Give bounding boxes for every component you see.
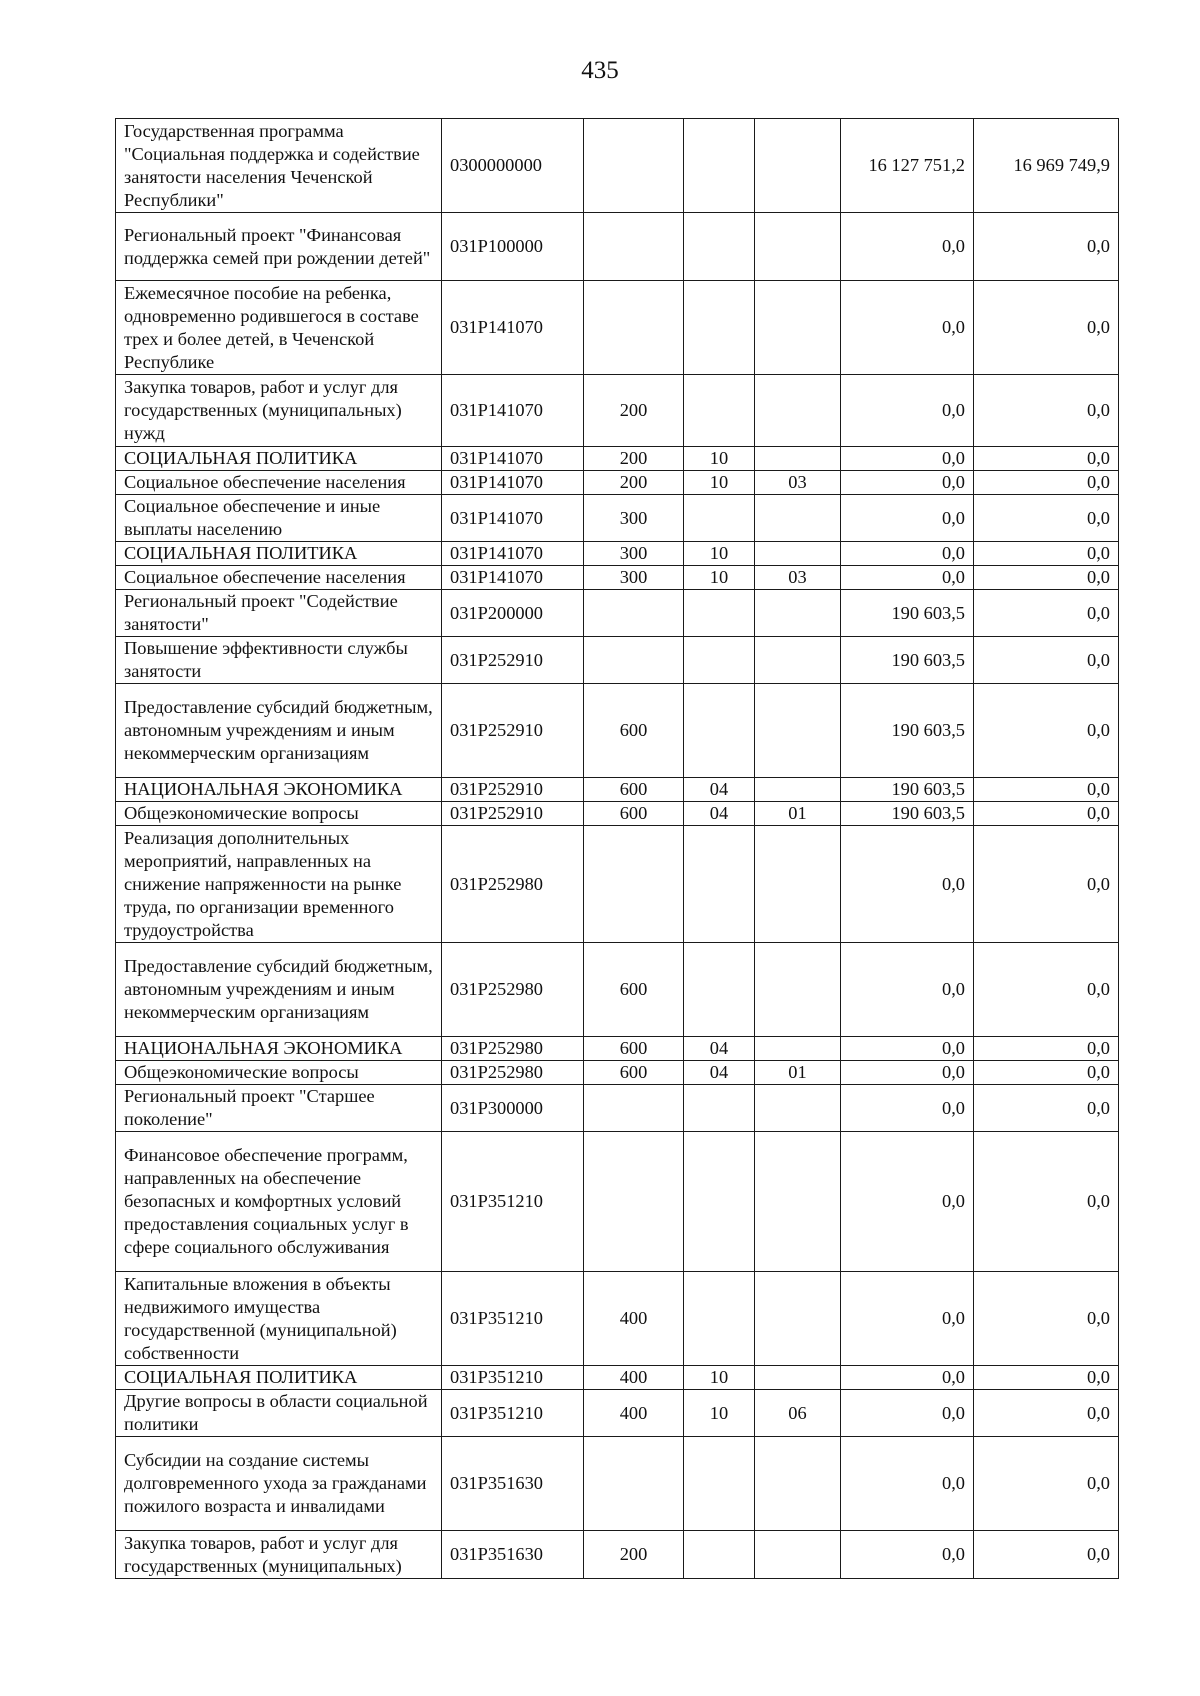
- cell-target-code: 031P252910: [442, 778, 584, 802]
- cell-section: [684, 119, 755, 213]
- cell-name: Финансовое обеспечение программ, направленных на обеспечение безопасных и комфортных условий предоставления социальных услуг в сфере социального обслуживания: [116, 1132, 442, 1272]
- cell-section: 10: [684, 1390, 755, 1437]
- cell-amount-year-2: 0,0: [974, 213, 1119, 281]
- cell-section: 04: [684, 802, 755, 826]
- cell-section: 04: [684, 778, 755, 802]
- cell-section: [684, 1132, 755, 1272]
- cell-amount-year-2: 0,0: [974, 1061, 1119, 1085]
- page-number: 435: [581, 57, 619, 84]
- table-row: [116, 471, 1119, 495]
- cell-section: 04: [684, 1037, 755, 1061]
- cell-subsection: 03: [755, 471, 841, 495]
- cell-amount-year-1: 0,0: [841, 566, 974, 590]
- cell-amount-year-2: 0,0: [974, 1132, 1119, 1272]
- cell-amount-year-2: 0,0: [974, 375, 1119, 447]
- table-row: [116, 684, 1119, 778]
- cell-amount-year-2: 0,0: [974, 1085, 1119, 1132]
- cell-subsection: [755, 684, 841, 778]
- cell-name: Региональный проект "Старшее поколение": [116, 1085, 442, 1132]
- cell-target-code: 031P252910: [442, 684, 584, 778]
- cell-amount-year-2: 0,0: [974, 1437, 1119, 1531]
- cell-target-code: 031P200000: [442, 590, 584, 637]
- cell-subsection: [755, 943, 841, 1037]
- cell-subsection: [755, 1085, 841, 1132]
- cell-amount-year-2: 0,0: [974, 778, 1119, 802]
- cell-section: [684, 1531, 755, 1579]
- cell-subsection: [755, 281, 841, 375]
- cell-amount-year-2: 0,0: [974, 566, 1119, 590]
- cell-name: Реализация дополнительных мероприятий, направленных на снижение напряженности на рынке труда, по организации временного трудоустройства: [116, 826, 442, 943]
- cell-subsection: [755, 590, 841, 637]
- cell-amount-year-1: 0,0: [841, 542, 974, 566]
- cell-amount-year-2: 0,0: [974, 542, 1119, 566]
- cell-amount-year-2: 0,0: [974, 1037, 1119, 1061]
- cell-expense-type: [584, 1437, 684, 1531]
- cell-target-code: 031P351630: [442, 1531, 584, 1579]
- cell-amount-year-1: 0,0: [841, 826, 974, 943]
- cell-section: [684, 495, 755, 542]
- cell-section: [684, 213, 755, 281]
- cell-section: 10: [684, 447, 755, 471]
- table-row: [116, 495, 1119, 542]
- table-row: [116, 1531, 1119, 1579]
- cell-section: [684, 281, 755, 375]
- table-row: [116, 1132, 1119, 1272]
- cell-expense-type: 400: [584, 1272, 684, 1366]
- cell-amount-year-2: 0,0: [974, 281, 1119, 375]
- cell-amount-year-1: 0,0: [841, 1085, 974, 1132]
- cell-subsection: 01: [755, 802, 841, 826]
- table-row: [116, 1390, 1119, 1437]
- cell-amount-year-1: 0,0: [841, 1272, 974, 1366]
- cell-amount-year-1: 190 603,5: [841, 802, 974, 826]
- table-row: [116, 119, 1119, 213]
- cell-amount-year-2: 0,0: [974, 1272, 1119, 1366]
- cell-subsection: [755, 1366, 841, 1390]
- table-row: [116, 281, 1119, 375]
- cell-target-code: 031P252910: [442, 802, 584, 826]
- cell-expense-type: [584, 637, 684, 684]
- table-row: [116, 1366, 1119, 1390]
- cell-subsection: [755, 495, 841, 542]
- cell-subsection: 01: [755, 1061, 841, 1085]
- cell-amount-year-2: 0,0: [974, 495, 1119, 542]
- table-row: [116, 826, 1119, 943]
- cell-target-code: 031P141070: [442, 281, 584, 375]
- cell-amount-year-2: 0,0: [974, 447, 1119, 471]
- cell-amount-year-1: 0,0: [841, 1061, 974, 1085]
- cell-subsection: 06: [755, 1390, 841, 1437]
- cell-name: Предоставление субсидий бюджетным, автономным учреждениям и иным некоммерческим организациям: [116, 684, 442, 778]
- cell-name: Социальное обеспечение населения: [116, 471, 442, 495]
- cell-section: [684, 1085, 755, 1132]
- cell-expense-type: 600: [584, 802, 684, 826]
- cell-amount-year-2: 0,0: [974, 802, 1119, 826]
- cell-section: 10: [684, 542, 755, 566]
- table-body: [116, 119, 1119, 1579]
- cell-name: НАЦИОНАЛЬНАЯ ЭКОНОМИКА: [116, 1037, 442, 1061]
- cell-amount-year-1: 0,0: [841, 1037, 974, 1061]
- cell-amount-year-1: 0,0: [841, 281, 974, 375]
- cell-section: [684, 684, 755, 778]
- table-row: [116, 447, 1119, 471]
- cell-section: [684, 943, 755, 1037]
- cell-target-code: 031P351630: [442, 1437, 584, 1531]
- cell-expense-type: 600: [584, 1037, 684, 1061]
- cell-subsection: [755, 375, 841, 447]
- cell-name: Капитальные вложения в объекты недвижимого имущества государственной (муниципальной) собственности: [116, 1272, 442, 1366]
- cell-amount-year-2: 0,0: [974, 1390, 1119, 1437]
- cell-name: СОЦИАЛЬНАЯ ПОЛИТИКА: [116, 542, 442, 566]
- cell-subsection: [755, 826, 841, 943]
- cell-expense-type: 400: [584, 1366, 684, 1390]
- cell-target-code: 031P252980: [442, 943, 584, 1037]
- table-row: [116, 213, 1119, 281]
- cell-expense-type: 200: [584, 471, 684, 495]
- cell-expense-type: 300: [584, 495, 684, 542]
- cell-name: Государственная программа "Социальная поддержка и содействие занятости населения Чеченской Республики": [116, 119, 442, 213]
- cell-name: Субсидии на создание системы долговременного ухода за гражданами пожилого возраста и инвалидами: [116, 1437, 442, 1531]
- table-row: [116, 943, 1119, 1037]
- cell-subsection: [755, 1132, 841, 1272]
- cell-amount-year-1: 0,0: [841, 1132, 974, 1272]
- cell-amount-year-1: 190 603,5: [841, 684, 974, 778]
- cell-subsection: [755, 447, 841, 471]
- cell-amount-year-1: 16 127 751,2: [841, 119, 974, 213]
- cell-name: Повышение эффективности службы занятости: [116, 637, 442, 684]
- cell-target-code: 031P351210: [442, 1272, 584, 1366]
- cell-subsection: [755, 119, 841, 213]
- cell-section: [684, 1437, 755, 1531]
- cell-target-code: 031P141070: [442, 566, 584, 590]
- cell-subsection: [755, 542, 841, 566]
- table-row: [116, 1085, 1119, 1132]
- cell-expense-type: 200: [584, 447, 684, 471]
- cell-name: Закупка товаров, работ и услуг для государственных (муниципальных): [116, 1531, 442, 1579]
- cell-amount-year-1: 0,0: [841, 375, 974, 447]
- cell-amount-year-1: 0,0: [841, 943, 974, 1037]
- cell-amount-year-1: 0,0: [841, 495, 974, 542]
- cell-section: [684, 637, 755, 684]
- cell-expense-type: 600: [584, 943, 684, 1037]
- cell-section: 10: [684, 566, 755, 590]
- cell-name: Предоставление субсидий бюджетным, автономным учреждениям и иным некоммерческим организациям: [116, 943, 442, 1037]
- cell-expense-type: [584, 213, 684, 281]
- cell-amount-year-1: 190 603,5: [841, 637, 974, 684]
- cell-section: 04: [684, 1061, 755, 1085]
- cell-name: НАЦИОНАЛЬНАЯ ЭКОНОМИКА: [116, 778, 442, 802]
- cell-expense-type: 300: [584, 566, 684, 590]
- cell-target-code: 031P141070: [442, 542, 584, 566]
- cell-subsection: [755, 1437, 841, 1531]
- table-row: [116, 778, 1119, 802]
- cell-name: Ежемесячное пособие на ребенка, одновременно родившегося в составе трех и более детей, в Чеченской Республике: [116, 281, 442, 375]
- cell-target-code: 031P252980: [442, 1061, 584, 1085]
- cell-target-code: 031P300000: [442, 1085, 584, 1132]
- cell-subsection: [755, 1037, 841, 1061]
- cell-amount-year-2: 0,0: [974, 943, 1119, 1037]
- cell-name: Региональный проект "Содействие занятости": [116, 590, 442, 637]
- cell-amount-year-2: 0,0: [974, 471, 1119, 495]
- cell-subsection: [755, 1531, 841, 1579]
- cell-target-code: 031P141070: [442, 447, 584, 471]
- table-row: [116, 637, 1119, 684]
- cell-target-code: 031P141070: [442, 471, 584, 495]
- cell-amount-year-1: 0,0: [841, 1437, 974, 1531]
- cell-expense-type: [584, 281, 684, 375]
- cell-name: Закупка товаров, работ и услуг для государственных (муниципальных) нужд: [116, 375, 442, 447]
- cell-amount-year-1: 190 603,5: [841, 778, 974, 802]
- cell-subsection: [755, 213, 841, 281]
- cell-subsection: [755, 1272, 841, 1366]
- cell-section: 10: [684, 1366, 755, 1390]
- cell-expense-type: 200: [584, 1531, 684, 1579]
- cell-amount-year-2: 0,0: [974, 1366, 1119, 1390]
- cell-subsection: 03: [755, 566, 841, 590]
- cell-section: [684, 1272, 755, 1366]
- cell-section: [684, 590, 755, 637]
- cell-section: 10: [684, 471, 755, 495]
- cell-target-code: 031P252980: [442, 1037, 584, 1061]
- cell-amount-year-1: 0,0: [841, 1531, 974, 1579]
- cell-target-code: 031P252980: [442, 826, 584, 943]
- table-row: [116, 375, 1119, 447]
- cell-amount-year-2: 0,0: [974, 590, 1119, 637]
- cell-name: Социальное обеспечение и иные выплаты населению: [116, 495, 442, 542]
- cell-target-code: 031P252910: [442, 637, 584, 684]
- cell-target-code: 031P351210: [442, 1132, 584, 1272]
- table-row: [116, 1272, 1119, 1366]
- cell-name: Другие вопросы в области социальной политики: [116, 1390, 442, 1437]
- cell-amount-year-2: 0,0: [974, 826, 1119, 943]
- cell-expense-type: [584, 590, 684, 637]
- cell-expense-type: [584, 119, 684, 213]
- table-row: [116, 590, 1119, 637]
- cell-target-code: 031P100000: [442, 213, 584, 281]
- cell-name: Общеэкономические вопросы: [116, 802, 442, 826]
- cell-subsection: [755, 778, 841, 802]
- cell-target-code: 031P351210: [442, 1390, 584, 1437]
- table-row: [116, 566, 1119, 590]
- cell-section: [684, 826, 755, 943]
- table-row: [116, 802, 1119, 826]
- cell-expense-type: 200: [584, 375, 684, 447]
- cell-target-code: 031P351210: [442, 1366, 584, 1390]
- cell-amount-year-1: 190 603,5: [841, 590, 974, 637]
- cell-amount-year-1: 0,0: [841, 471, 974, 495]
- table-row: [116, 1061, 1119, 1085]
- cell-expense-type: 400: [584, 1390, 684, 1437]
- cell-amount-year-2: 16 969 749,9: [974, 119, 1119, 213]
- cell-target-code: 031P141070: [442, 375, 584, 447]
- cell-subsection: [755, 637, 841, 684]
- cell-name: Социальное обеспечение населения: [116, 566, 442, 590]
- table-row: [116, 1037, 1119, 1061]
- cell-name: Региональный проект "Финансовая поддержка семей при рождении детей": [116, 213, 442, 281]
- cell-section: [684, 375, 755, 447]
- cell-amount-year-1: 0,0: [841, 1366, 974, 1390]
- cell-name: Общеэкономические вопросы: [116, 1061, 442, 1085]
- table-row: [116, 1437, 1119, 1531]
- cell-expense-type: 600: [584, 684, 684, 778]
- cell-amount-year-1: 0,0: [841, 213, 974, 281]
- table-row: [116, 542, 1119, 566]
- cell-expense-type: [584, 1132, 684, 1272]
- cell-name: СОЦИАЛЬНАЯ ПОЛИТИКА: [116, 447, 442, 471]
- cell-target-code: 031P141070: [442, 495, 584, 542]
- cell-expense-type: [584, 1085, 684, 1132]
- budget-table: [115, 118, 1119, 1579]
- cell-amount-year-1: 0,0: [841, 447, 974, 471]
- cell-amount-year-2: 0,0: [974, 684, 1119, 778]
- cell-expense-type: 600: [584, 1061, 684, 1085]
- cell-expense-type: 300: [584, 542, 684, 566]
- cell-amount-year-2: 0,0: [974, 1531, 1119, 1579]
- cell-amount-year-2: 0,0: [974, 637, 1119, 684]
- cell-target-code: 0300000000: [442, 119, 584, 213]
- cell-expense-type: [584, 826, 684, 943]
- cell-expense-type: 600: [584, 778, 684, 802]
- cell-name: СОЦИАЛЬНАЯ ПОЛИТИКА: [116, 1366, 442, 1390]
- cell-amount-year-1: 0,0: [841, 1390, 974, 1437]
